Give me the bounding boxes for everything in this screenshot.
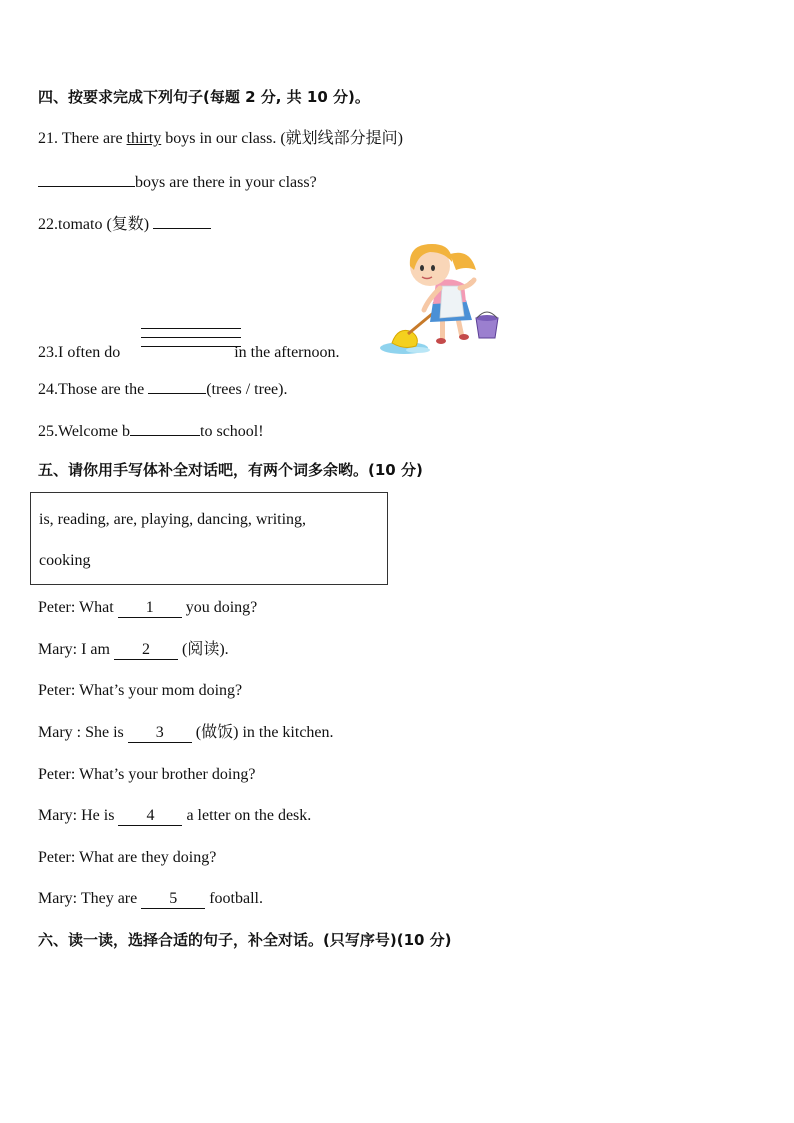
q25-pre: 25.Welcome b: [38, 423, 131, 440]
dialogue-line: [38, 723, 334, 743]
dialogue-text: Peter: What’s your mom doing?: [38, 682, 243, 699]
q21-post: boys in our class. (就划线部分提问): [161, 130, 403, 147]
q24-blank[interactable]: [148, 378, 206, 394]
dialogue-line: [38, 806, 311, 826]
dialogue-line: [38, 681, 242, 701]
question-21: [38, 129, 403, 149]
q25-post: to school!: [200, 423, 264, 440]
q22-blank[interactable]: [153, 213, 211, 229]
dialogue-line: [38, 598, 257, 618]
section-4-heading: 四、按要求完成下列句子(每题 2 分, 共 10 分)。: [38, 88, 370, 106]
q24-pre: 24.Those are the: [38, 381, 149, 398]
dialogue-blank[interactable]: 3: [128, 724, 192, 743]
dialogue-blank[interactable]: 5: [141, 890, 205, 909]
dialogue-blank[interactable]: 1: [118, 599, 182, 618]
dialogue-text: Peter: What’s your brother doing?: [38, 766, 256, 783]
q24-post: (trees / tree).: [206, 381, 288, 398]
dialogue-blank[interactable]: 2: [114, 641, 178, 660]
dialogue-line: [38, 640, 229, 660]
q21-underlined-word: thirty: [126, 130, 162, 147]
q23-post: in the afternoon.: [230, 344, 340, 361]
q21-answer-line: [38, 171, 317, 193]
dialogue-text-after: (阅读).: [177, 641, 229, 658]
q21-pre: . There are: [54, 130, 127, 147]
q25-blank[interactable]: [130, 420, 200, 436]
dialogue-text: Mary: He is: [38, 807, 119, 824]
dialogue-text: Mary : She is: [38, 724, 128, 741]
q23-triple-blank-lines: [141, 328, 241, 355]
question-22: [38, 213, 211, 235]
q22-text: 22.tomato (复数): [38, 216, 154, 233]
dialogue-text-after: a letter on the desk.: [182, 807, 312, 824]
dialogue-blank[interactable]: 4: [118, 807, 182, 826]
dialogue-text-after: football.: [205, 890, 263, 907]
dialogue-text: Peter: What are they doing?: [38, 849, 217, 866]
dialogue-text: Mary: They are: [38, 890, 142, 907]
section-5-heading: 五、请你用手写体补全对话吧，有两个词多余哟。(10 分): [38, 461, 423, 479]
dialogue-text-after: (做饭) in the kitchen.: [191, 724, 334, 741]
section-6-heading: 六、读一读，选择合适的句子，补全对话。(只写序号)(10 分): [38, 931, 452, 949]
word-bank-line-1: is, reading, are, playing, dancing, writing,: [39, 511, 307, 528]
question-25: [38, 420, 264, 442]
dialogue-text-after: you doing?: [181, 599, 258, 616]
q21-answer-text: boys are there in your class?: [135, 174, 317, 191]
dialogue-line: [38, 848, 216, 868]
q21-blank[interactable]: [38, 171, 135, 187]
q21-number: 21: [38, 130, 54, 147]
word-bank-line-2: cooking: [39, 552, 91, 569]
dialogue-text: Mary: I am: [38, 641, 114, 658]
word-bank-box: [30, 492, 388, 585]
girl-mopping-floor-icon: [378, 240, 504, 358]
dialogue-line: [38, 889, 263, 909]
dialogue-line: [38, 765, 255, 785]
question-24: [38, 378, 287, 400]
q23-pre: 23.I often do: [38, 344, 125, 361]
dialogue-text: Peter: What: [38, 599, 118, 616]
